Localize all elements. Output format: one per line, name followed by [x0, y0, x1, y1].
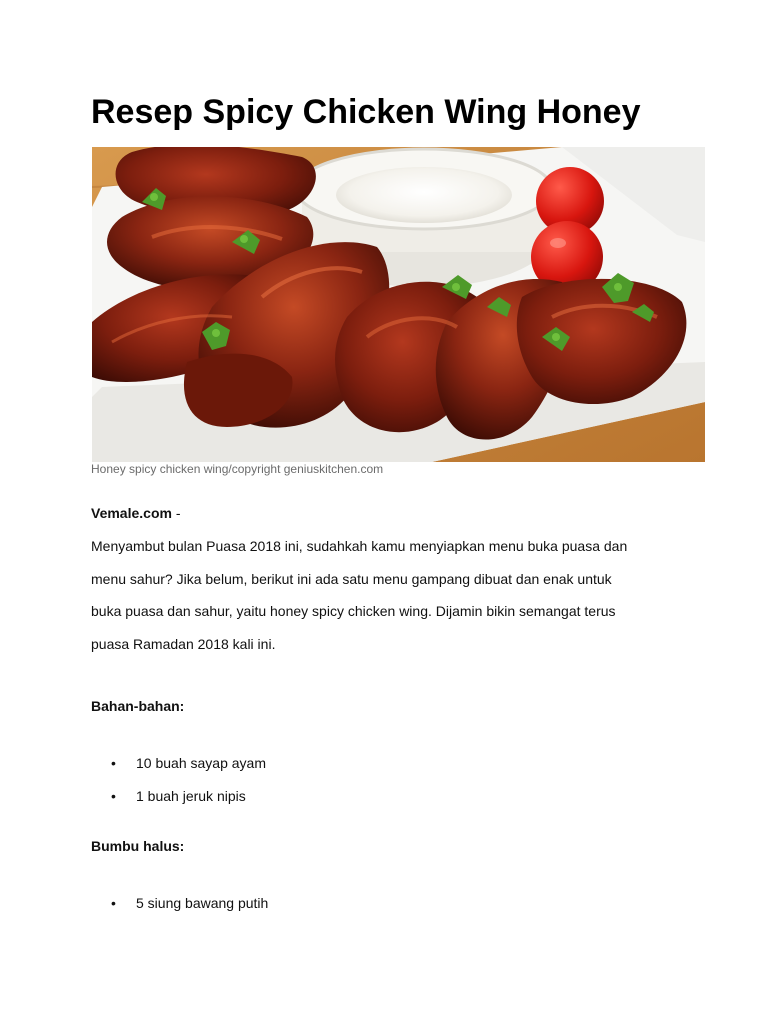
source-line — [91, 504, 181, 522]
paragraph-line: menu sahur? Jika belum, berikut ini ada satu menu gampang dibuat dan enak untuk — [91, 570, 612, 587]
bullet-icon: • — [111, 755, 116, 771]
paragraph-line: Menyambut bulan Puasa 2018 ini, sudahkah kamu menyiapkan menu buka puasa dan — [91, 538, 628, 554]
bullet-icon: • — [111, 788, 116, 804]
spices-heading: Bumbu halus: — [91, 838, 185, 854]
list-item-text: 1 buah jeruk nipis — [136, 788, 246, 804]
image-caption: Honey spicy chicken wing/copyright geniuskitchen.com — [91, 462, 384, 476]
source-name: Vemale.com — [91, 505, 172, 521]
list-item — [111, 787, 246, 805]
paragraph-line: buka puasa dan sahur, yaitu honey spicy chicken wing. Dijamin bikin semangat terus — [91, 603, 616, 619]
paragraph-line: puasa Ramadan 2018 kali ini. — [91, 635, 276, 652]
ingredients-heading: Bahan-bahan: — [91, 698, 185, 714]
list-item — [111, 754, 266, 772]
bullet-icon: • — [111, 895, 116, 911]
list-item-text: 5 siung bawang putih — [136, 895, 269, 911]
source-separator: - — [171, 505, 181, 521]
list-item — [111, 894, 268, 912]
page-title: Resep Spicy Chicken Wing Honey — [91, 93, 641, 131]
article-photo — [92, 147, 705, 462]
intro-paragraph — [91, 537, 691, 667]
list-item-text: 10 buah sayap ayam — [136, 755, 266, 771]
